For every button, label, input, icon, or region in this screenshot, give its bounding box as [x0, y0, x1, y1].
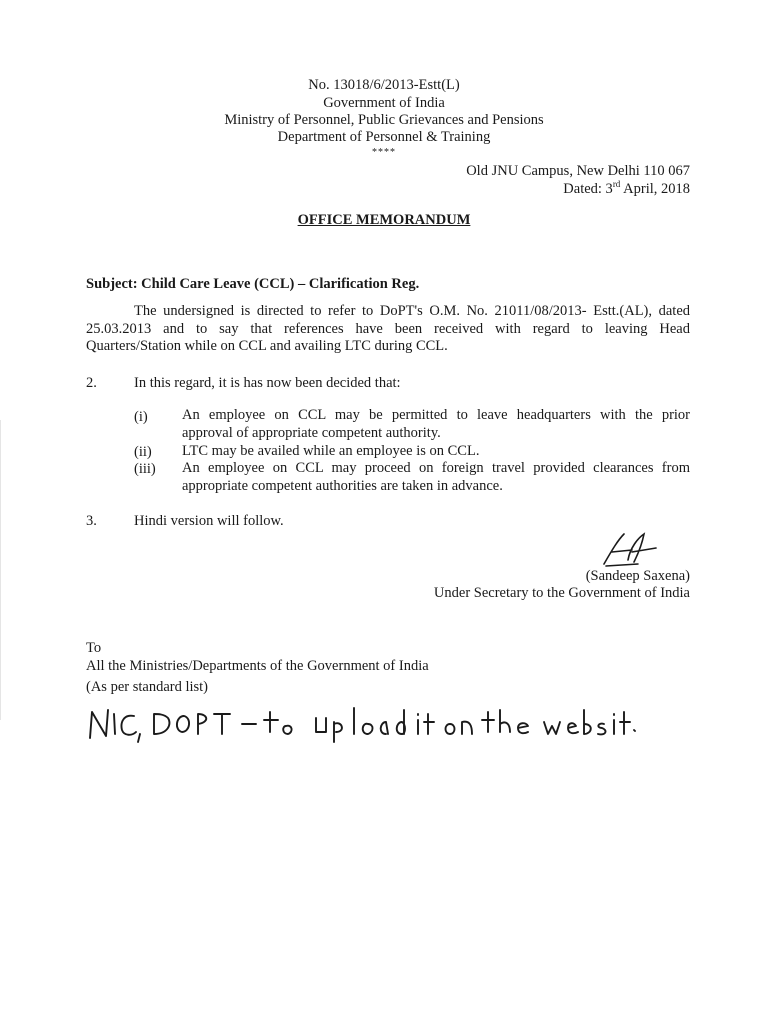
scan-edge-line — [0, 420, 1, 720]
item-1 — [182, 407, 690, 442]
signatory-designation: Under Secretary to the Government of India — [433, 585, 690, 601]
ministry-name: Ministry of Personnel, Public Grievances and Pensions — [224, 112, 544, 128]
recipient-to-label: To — [86, 640, 102, 656]
recipient-line-2: (As per standard list) — [86, 679, 209, 695]
signatory-name: (Sandeep Saxena) — [585, 568, 690, 584]
item-1-line-2: approval of appropriate competent authority. — [182, 424, 441, 441]
department-name: Department of Personnel & Training — [277, 129, 491, 145]
government-name: Government of India — [323, 95, 445, 111]
office-address: Old JNU Campus, New Delhi 110 067 — [466, 163, 690, 179]
paragraph-1-line-1: The undersigned is directed to refer to DoPT's O.M. No. 21011/08/2013- Estt.(AL), dated — [134, 303, 690, 319]
paragraph-1-line-3: Quarters/Station while on CCL and availing LTC during CCL. — [86, 338, 448, 354]
item-3 — [182, 460, 690, 495]
header-separator: **** — [372, 147, 396, 158]
paragraph-2-text: In this regard, it is has now been decided that: — [134, 375, 401, 391]
date-ordinal: rd — [612, 179, 621, 189]
paragraph-1-line-2: 25.03.2013 and to say that references have been received with regard to leaving Head — [86, 320, 690, 337]
item-2-line-1: LTC may be availed while an employee is on CCL. — [182, 443, 480, 459]
item-1-line-1: An employee on CCL may be permitted to leave headquarters with the prior — [182, 407, 690, 423]
item-3-number: (iii) — [134, 461, 156, 477]
memo-date — [563, 179, 690, 198]
recipient-line-1: All the Ministries/Departments of the Government of India — [86, 658, 429, 674]
handwritten-note — [84, 700, 644, 746]
item-3-line-2: appropriate competent authorities are taken in advance. — [182, 477, 503, 494]
item-1-number: (i) — [134, 409, 148, 425]
item-2-number: (ii) — [134, 444, 152, 460]
memo-subject: Subject: Child Care Leave (CCL) – Clarification Reg. — [86, 276, 420, 292]
paragraph-2-number: 2. — [86, 375, 97, 391]
paragraph-3-text: Hindi version will follow. — [134, 513, 284, 529]
memo-title: OFFICE MEMORANDUM — [297, 212, 471, 228]
date-suffix: April, 2018 — [620, 180, 690, 197]
reference-number: No. 13018/6/2013-Estt(L) — [308, 77, 460, 93]
signature-mark — [598, 530, 662, 570]
paragraph-1 — [86, 303, 690, 356]
paragraph-3-number: 3. — [86, 513, 97, 529]
date-prefix: Dated: 3 — [563, 180, 613, 197]
item-3-line-1: An employee on CCL may proceed on foreign travel provided clearances from — [182, 460, 690, 476]
